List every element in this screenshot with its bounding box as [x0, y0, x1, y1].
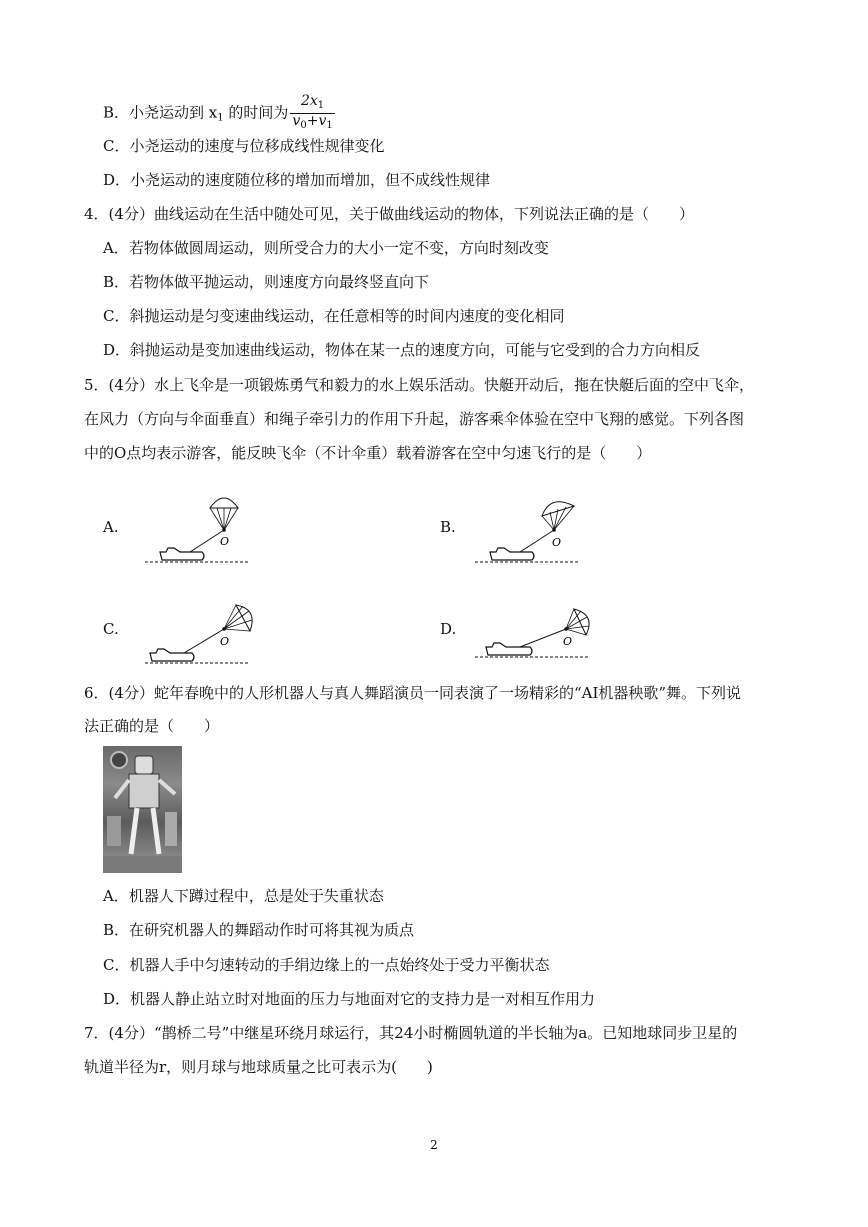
- q7-stem-line2: 轨道半径为r，则月球与地球质量之比可表示为( ): [84, 1058, 433, 1076]
- q4-option-b: B．若物体做平抛运动，则速度方向最终竖直向下: [103, 273, 430, 291]
- q5-diagram-c: [140, 595, 260, 670]
- q5-label-c: C.: [103, 620, 119, 638]
- q3-option-b: B．小尧运动到 $x_1$ 的时间为 $\frac{2x_1}{v_0+v_1}$: [103, 93, 333, 131]
- q5-stem-line1: 5．(4分）水上飞伞是一项锻炼勇气和毅力的水上娱乐活动。快艇开动后，拖在快艇后面的空中飞伞，: [84, 376, 754, 394]
- q5-diagram-b: [470, 490, 590, 570]
- q5-diagram-a: [140, 490, 260, 570]
- q5-diagram-d: [470, 595, 595, 670]
- q6-stem-line1: 6．(4分）蛇年春晚中的人形机器人与真人舞蹈演员一同表演了一场精彩的“AI机器秧歌”舞。下列说: [84, 684, 742, 702]
- robot-dance-photo: [103, 746, 182, 873]
- q3-option-c: C．小尧运动的速度与位移成线性规律变化: [103, 137, 385, 155]
- svg-text:O: O: [220, 635, 230, 648]
- robot-figure-image: [103, 746, 182, 873]
- q5-label-a: A.: [103, 518, 119, 536]
- q5-stem-line2: 在风力（方向与伞面垂直）和绳子牵引力的作用下升起，游客乘伞体验在空中飞翔的感觉。下列各图: [84, 410, 745, 428]
- svg-text:O: O: [552, 536, 562, 549]
- q4-option-c: C．斜抛运动是匀变速曲线运动，在任意相等的时间内速度的变化相同: [103, 307, 565, 325]
- q3-option-d: D．小尧运动的速度随位移的增加而增加，但不成线性规律: [103, 171, 491, 189]
- time-fraction: $\frac{2x_1}{v_0+v_1}$: [292, 93, 333, 131]
- q7-stem-line1: 7．(4分）“鹊桥二号”中继星环绕月球运行，其24小时椭圆轨道的半长轴为a。已知地球同步卫星的: [84, 1024, 738, 1042]
- q5-stem-line3: 中的O点均表示游客，能反映飞伞（不计伞重）载着游客在空中匀速飞行的是（ ）: [84, 444, 652, 462]
- q6-option-c: C．机器人手中匀速转动的手绢边缘上的一点始终处于受力平衡状态: [103, 956, 550, 974]
- q4-option-d: D．斜抛运动是变加速曲线运动，物体在某一点的速度方向，可能与它受到的合力方向相反: [103, 341, 701, 359]
- q6-option-a: A．机器人下蹲过程中，总是处于失重状态: [103, 887, 384, 905]
- q5-label-b: B.: [440, 518, 456, 536]
- q6-option-b: B．在研究机器人的舞蹈动作时可将其视为质点: [103, 921, 415, 939]
- point-o-label: O: [220, 535, 230, 548]
- svg-text:O: O: [563, 635, 573, 648]
- q5-label-d: D.: [440, 620, 457, 638]
- q4-option-a: A．若物体做圆周运动，则所受合力的大小一定不变，方向时刻改变: [103, 239, 549, 257]
- q6-option-d: D．机器人静止站立时对地面的压力与地面对它的支持力是一对相互作用力: [103, 990, 596, 1008]
- q4-stem: 4．(4分）曲线运动在生活中随处可见，关于做曲线运动的物体，下列说法正确的是（ ）: [84, 205, 694, 223]
- page-number: 2: [430, 1138, 438, 1152]
- q6-stem-line2: 法正确的是（ ）: [84, 717, 220, 735]
